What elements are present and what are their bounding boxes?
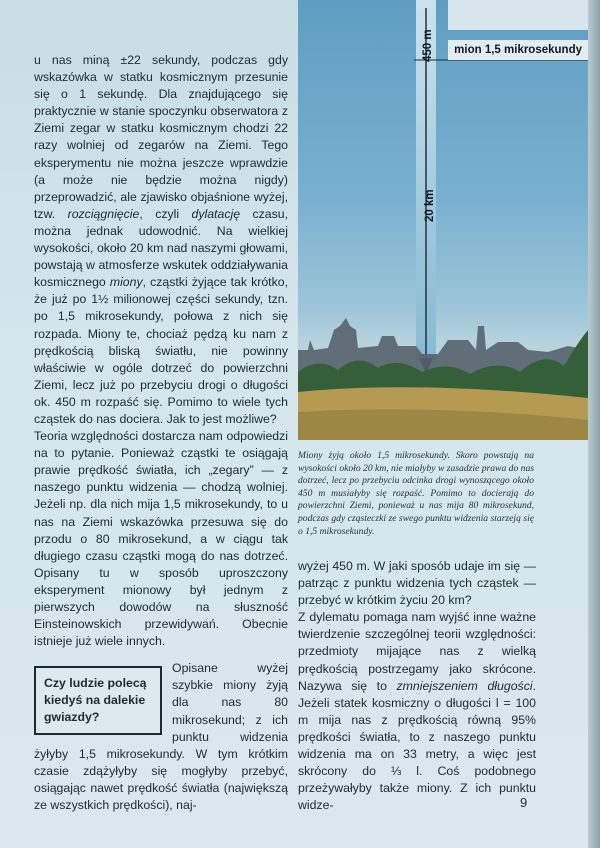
paragraph-muon-lifetime: Czy ludzie polecą kiedyś na dalekie gwiazdy? Opisane wyżej szybkie miony żyją dla nas 80 mikrosekund; z ich punktu widzenia żyłyby 1,5 mikrosekundy. W tym krótkim czasie zdążyłyby się mogłyby przebyć, osiągając nawet prędkość światła (największą ze wszystkich prędkości), naj- [34, 661, 288, 813]
white-panel [448, 0, 588, 30]
term-stretching: rozciągnięcie [67, 206, 140, 221]
left-text-column [34, 52, 288, 814]
figure-caption: Miony żyją około 1,5 mikrosekundy. Skoro powstają na wysokości około 20 km, nie miałyby w zasadzie prawa do nas dotrzeć, lecz po przebyciu odcinka drogi wynoszącego około 450 m musiałyby się rozpaść. Pomimo to docierają do powierzchni Ziemi, ponieważ u nas mija 80 mikrosekund, podczas gdy cząsteczki ze swego punktu widzenia starzeją się o 1,5 mikrosekundy. [298, 450, 534, 537]
term-muons: miony [109, 275, 143, 290]
paragraph-length-contraction: Z dylematu pomaga nam wyjść inne ważne twierdzenie szczególnej teorii względności: przedmioty mijające nas z wielką prędkością postrzegamy jako skrócone. Nazywa się to zmniejszeniem długości. Jeżeli statek kosmiczny o długości l = 100 m mija nas z prędkością równą 95% prędkości światła, to z naszego punktu widzenia ma on 33 metry, a więc jest skrócony do ⅓ l. Coś podobnego przeżywałyby także miony. Z ich punktu widze- [298, 610, 536, 813]
muon-illustration [298, 0, 588, 440]
right-text-column [298, 558, 536, 814]
label-20km: 20 km [424, 189, 436, 222]
term-dilation: dylatację [191, 206, 241, 221]
question-box: Czy ludzie polecą kiedyś na dalekie gwiazdy? [34, 666, 162, 735]
landscape-svg [298, 0, 588, 440]
paragraph-20km: wyżej 450 m. W jaki sposób udaje im się — patrząc z punktu widzenia tych cząstek — przebyć w krótkim życiu 20 km? [298, 559, 536, 608]
label-450m: 450 m [422, 29, 434, 62]
label-muon-lifetime: mion 1,5 mikrosekundy [448, 40, 588, 60]
term-length-contraction: zmniejszeniem długości [396, 678, 533, 693]
paragraph-relativity: Teoria względności dostarcza nam odpowiedzi na to pytanie. Ponieważ cząstki te osiągają prawie prędkość światła, ich „zegary” — z naszego punktu widzenia — chodzą wolniej. Jeżeli np. dla nich mija 1,5 mikrosekundy, to u nas na Ziemi wskazówka przesuwa się do przodu o 80 mikrosekund, a w ciągu tak długiego czasu cząstki mogą do nas dotrzeć. Opisany tu w sposób uproszczony eksperyment mionowy był jednym z pierwszych dowodów na słuszność Einsteinowskich przewidywań. Obecnie istnieje już wiele innych. [34, 429, 288, 649]
page-number: 9 [520, 795, 528, 810]
paragraph-dilation: u nas miną ±22 sekundy, podczas gdy wskazówka w statku kosmicznym przesunie się o 1 sekundę. Dla znajdującego się praktycznie w stanie spoczynku obserwatora z Ziemi zegar w statku kosmicznym chodzi 22 razy wolniej od zegarów na Ziemi. Tego eksperymentu nie można jeszcze wprawdzie (a może nie będzie można nigdy) przeprowadzić, ale zjawisko objaśnione wyżej, tzw. rozciągnięcie, czyli dylatację czasu, można jednak udowodnić. Na wielkiej wysokości, około 20 km nad naszymi głowami, powstają w atmosferze wskutek oddziaływania kosmicznego miony, cząstki żyjące tak krótko, że już po 1½ milionowej części sekundy, tzn. po 1,5 mikrosekundy, połowa z nich się rozpada. Miony te, chociaż pędzą ku nam z prędkością bliską światłu, nie powinny właściwie w ogóle dotrzeć do powierzchni Ziemi, lecz już po przebyciu drogi o długości ok. 450 m rozpaść się. Pomimo to wiele tych cząstek do nas dociera. Jak to jest możliwe? [34, 53, 289, 426]
page-edge [588, 0, 600, 848]
